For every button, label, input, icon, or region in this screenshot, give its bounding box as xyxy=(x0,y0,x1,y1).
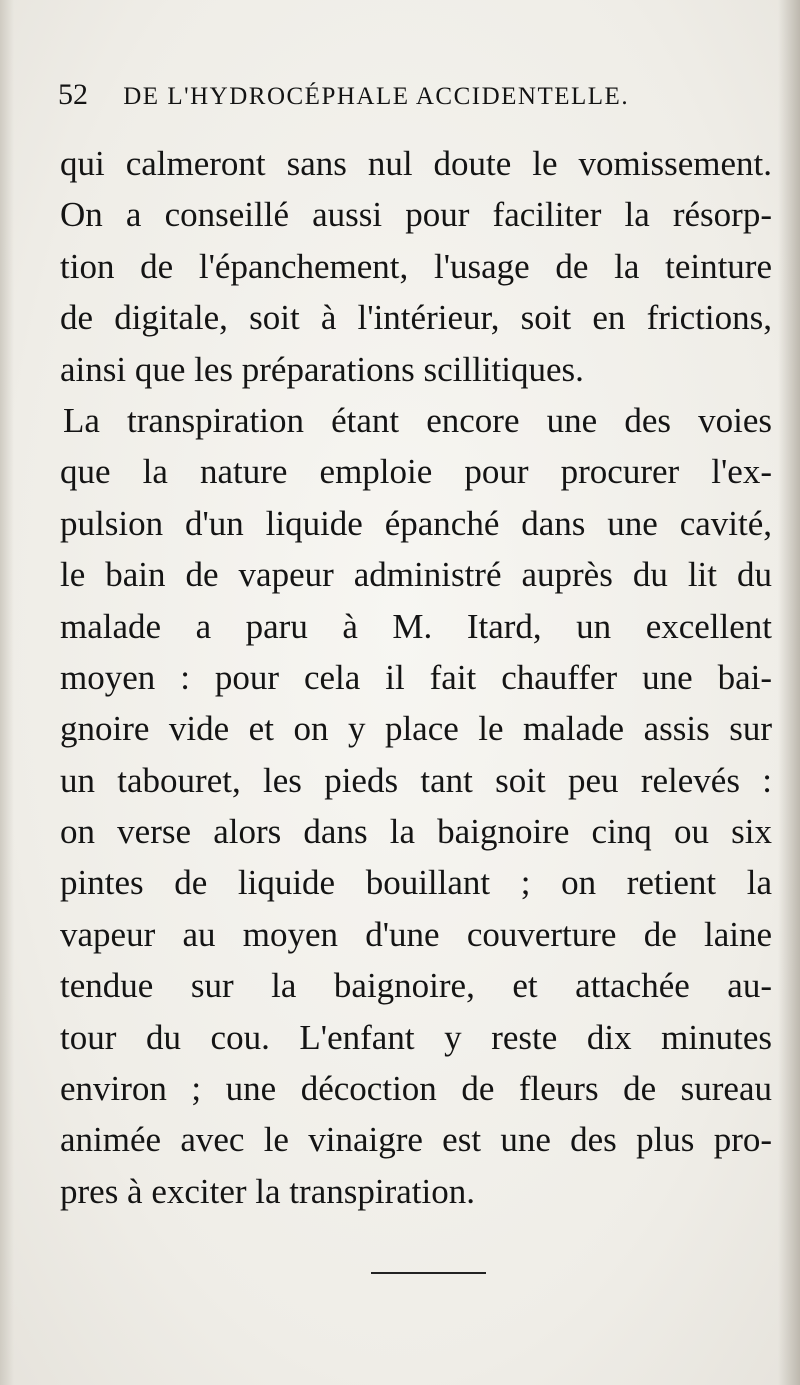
text-line: malade a paru à M. Itard, un excellent xyxy=(60,606,772,646)
text-line: tour du cou. L'enfant y reste dix minutes xyxy=(60,1017,772,1057)
text-line: pres à exciter la transpiration. xyxy=(60,1171,475,1211)
page-edge-shadow-right xyxy=(778,0,800,1385)
text-line: qui calmeront sans nul doute le vomissement. xyxy=(60,144,772,183)
text-line: moyen : pour cela il fait chauffer une bai- xyxy=(60,657,772,697)
page-number: 52 xyxy=(58,78,88,111)
text-line: environ ; une décoction de fleurs de sureau xyxy=(60,1069,772,1109)
text-line: le bain de vapeur administré auprès du lit du xyxy=(60,555,772,595)
running-title: DE L'HYDROCÉPHALE ACCIDENTELLE. xyxy=(123,83,630,110)
text-line: tion de l'épanchement, l'usage de la teinture xyxy=(60,246,772,286)
text-line: tendue sur la baignoire, et attachée au- xyxy=(60,966,772,1006)
text-line: gnoire vide et on y place le malade assis sur xyxy=(60,709,772,749)
paragraph-first-line: La transpiration étant encore une des voies xyxy=(63,400,772,440)
text-line: pulsion d'un liquide épanché dans une cavité, xyxy=(60,503,772,543)
text-line: que la nature emploie pour procurer l'ex- xyxy=(60,452,772,492)
text-line: animée avec le vinaigre est une des plus pro- xyxy=(60,1120,772,1160)
text-line: on verse alors dans la baignoire cinq ou six xyxy=(60,812,772,852)
text-line: ainsi que les préparations scillitiques. xyxy=(60,349,584,389)
page-edge-shadow-left xyxy=(0,0,14,1385)
text-line: pintes de liquide bouillant ; on retient la xyxy=(60,863,772,903)
text-line: vapeur au moyen d'une couverture de laine xyxy=(60,914,772,954)
section-divider-rule xyxy=(371,1272,486,1274)
page-header xyxy=(58,78,758,118)
text-line: un tabouret, les pieds tant soit peu relevés : xyxy=(60,760,772,800)
body-text xyxy=(60,138,772,1217)
text-line: On a conseillé aussi pour faciliter la résorp- xyxy=(60,195,772,235)
text-line: de digitale, soit à l'intérieur, soit en frictions, xyxy=(60,298,772,338)
